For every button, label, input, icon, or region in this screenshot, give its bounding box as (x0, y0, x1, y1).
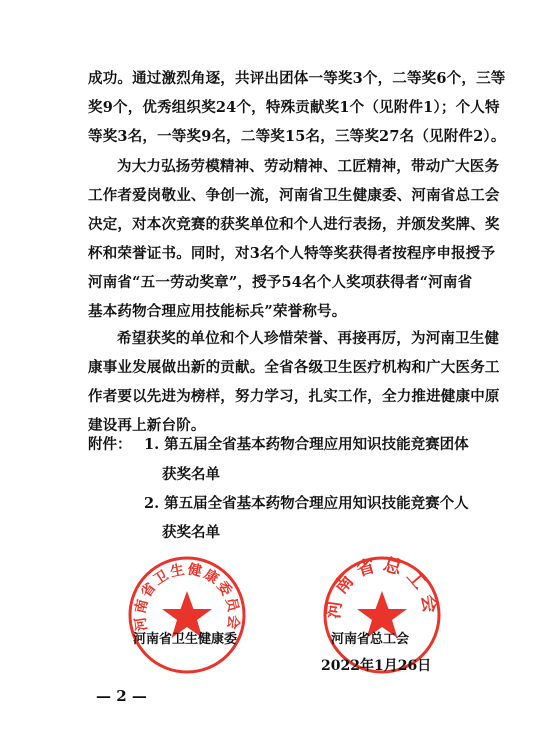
attachments-label: 附件： (88, 436, 132, 453)
paragraph-commendation (88, 152, 500, 326)
health-commission-seal (125, 553, 249, 677)
seal-ring-text: 河南省卫生健康委员会 (132, 561, 242, 633)
text-line: 希望获奖的单位和个人珍惜荣誉、再接再厉，为河南卫生健 (117, 330, 500, 347)
paragraph-results (88, 64, 506, 151)
attachment-item-2: 2. 第五届全省基本药物合理应用知识技能竞赛个人 (144, 495, 469, 512)
paragraph-hope (88, 324, 500, 440)
text-line: 成功。通过激烈角逐，共评出团体一等奖3个，二等奖6个，三等 (88, 70, 506, 87)
seal-caption-union: 河南省总工会 (331, 632, 410, 647)
attachment-item-1-cont: 获奖名单 (162, 466, 220, 483)
text-line: 工作者爱岗敬业、争创一流，河南省卫生健康委、河南省总工会 (88, 187, 500, 204)
text-line: 作者要以先进为榜样，努力学习，扎实工作，全力推进健康中原 (88, 388, 500, 405)
text-line: 等奖3名，一等奖9名，二等奖15名，三等奖27名（见附件2）。 (88, 128, 506, 145)
text-line: 基本药物合理应用技能标兵”荣誉称号。 (88, 303, 347, 320)
page-number: — 2 — (96, 687, 147, 705)
text-line: 奖9个，优秀组织奖24个，特殊贡献奖1个（见附件1）；个人特 (88, 99, 500, 116)
text-line: 建设再上新台阶。 (88, 417, 206, 434)
text-line: 康事业发展做出新的贡献。全省各级卫生医疗机构和广大医务工 (88, 359, 500, 376)
attachment-item-2-cont: 获奖名单 (162, 524, 220, 541)
issue-date: 2022年1月26日 (321, 658, 432, 674)
attachment-item-1: 1. 第五届全省基本药物合理应用知识技能竞赛团体 (144, 436, 469, 453)
text-line: 杯和荣誉证书。同时，对3名个人特等奖获得者按程序申报授予 (88, 245, 496, 262)
text-line: 决定，对本次竞赛的获奖单位和个人进行表扬，并颁发奖牌、奖 (88, 216, 500, 233)
text-line: 河南省“五一劳动奖章”，授予54名个人奖项获得者“河南省 (88, 274, 473, 291)
seal-ring-text: 河南省总工会 (322, 554, 442, 620)
text-line: 为大力弘扬劳模精神、劳动精神、工匠精神，带动广大医务 (117, 158, 500, 175)
seal-caption-health: 河南省卫生健康委 (133, 632, 238, 647)
